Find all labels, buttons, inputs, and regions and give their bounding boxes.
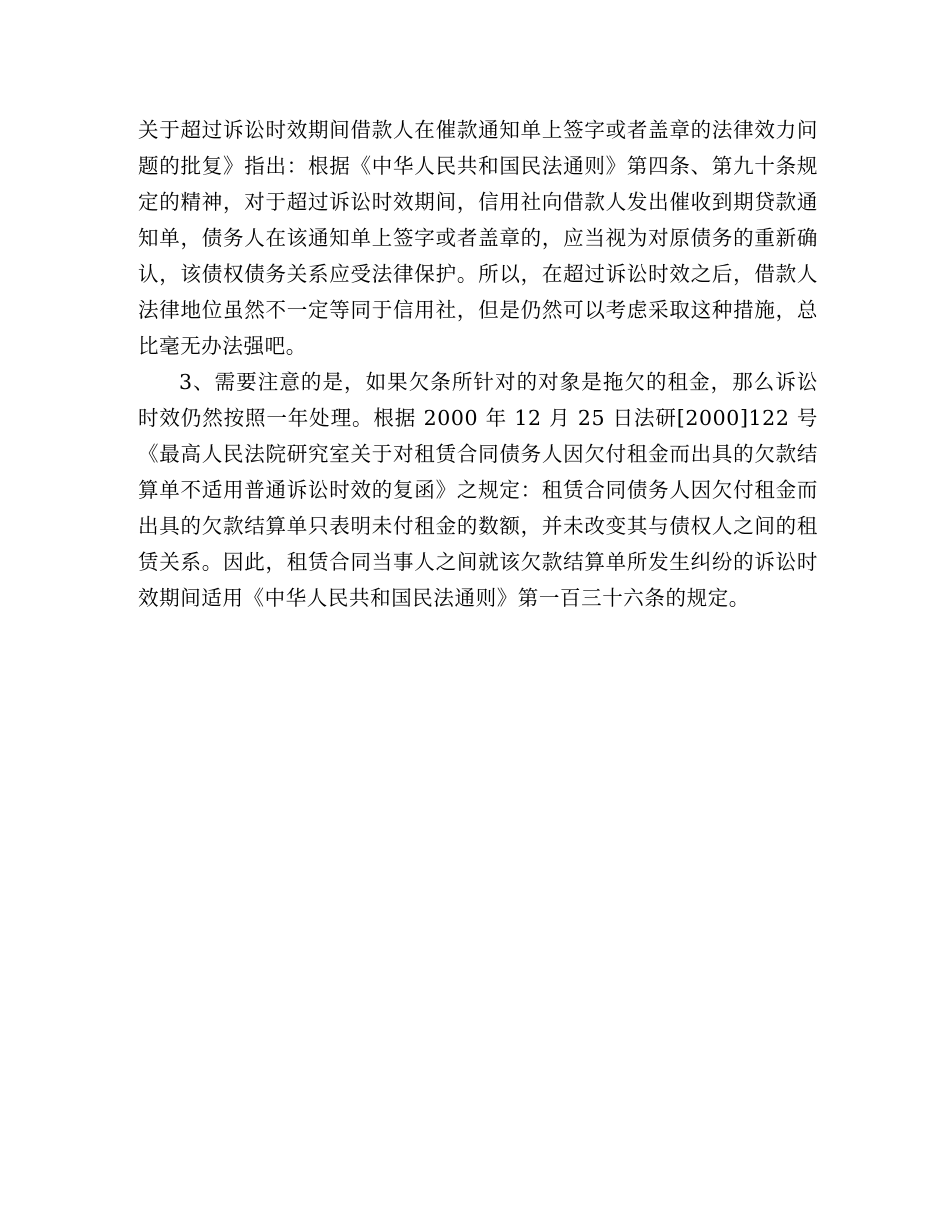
document-body <box>138 112 818 616</box>
paragraph-1: 关于超过诉讼时效期间借款人在催款通知单上签字或者盖章的法律效力问题的批复》指出：根据《中华人民共和国民法通则》第四条、第九十条规定的精神，对于超过诉讼时效期间，信用社向借款人发出催收到期贷款通知单，债务人在该通知单上签字或者盖章的，应当视为对原债务的重新确认，该债权债务关系应受法律保护。所以，在超过诉讼时效之后，借款人法律地位虽然不一定等同于信用社，但是仍然可以考虑采取这种措施，总比毫无办法强吧。 <box>138 118 818 358</box>
paragraph-2: 3、需要注意的是，如果欠条所针对的对象是拖欠的租金，那么诉讼时效仍然按照一年处理。根据 2000 年 12 月 25 日法研[2000]122 号《最高人民法院研究室关于对租赁合同债务人因欠付租金而出具的欠款结算单不适用普通诉讼时效的复函》之规定：租赁合同债务人因欠付租金而出具的欠款结算单只表明未付租金的数额，并未改变其与债权人之间的租赁关系。因此，租赁合同当事人之间就该欠款结算单所发生纠纷的诉讼时效期间适用《中华人民共和国民法通则》第一百三十六条的规定。 <box>138 370 818 610</box>
